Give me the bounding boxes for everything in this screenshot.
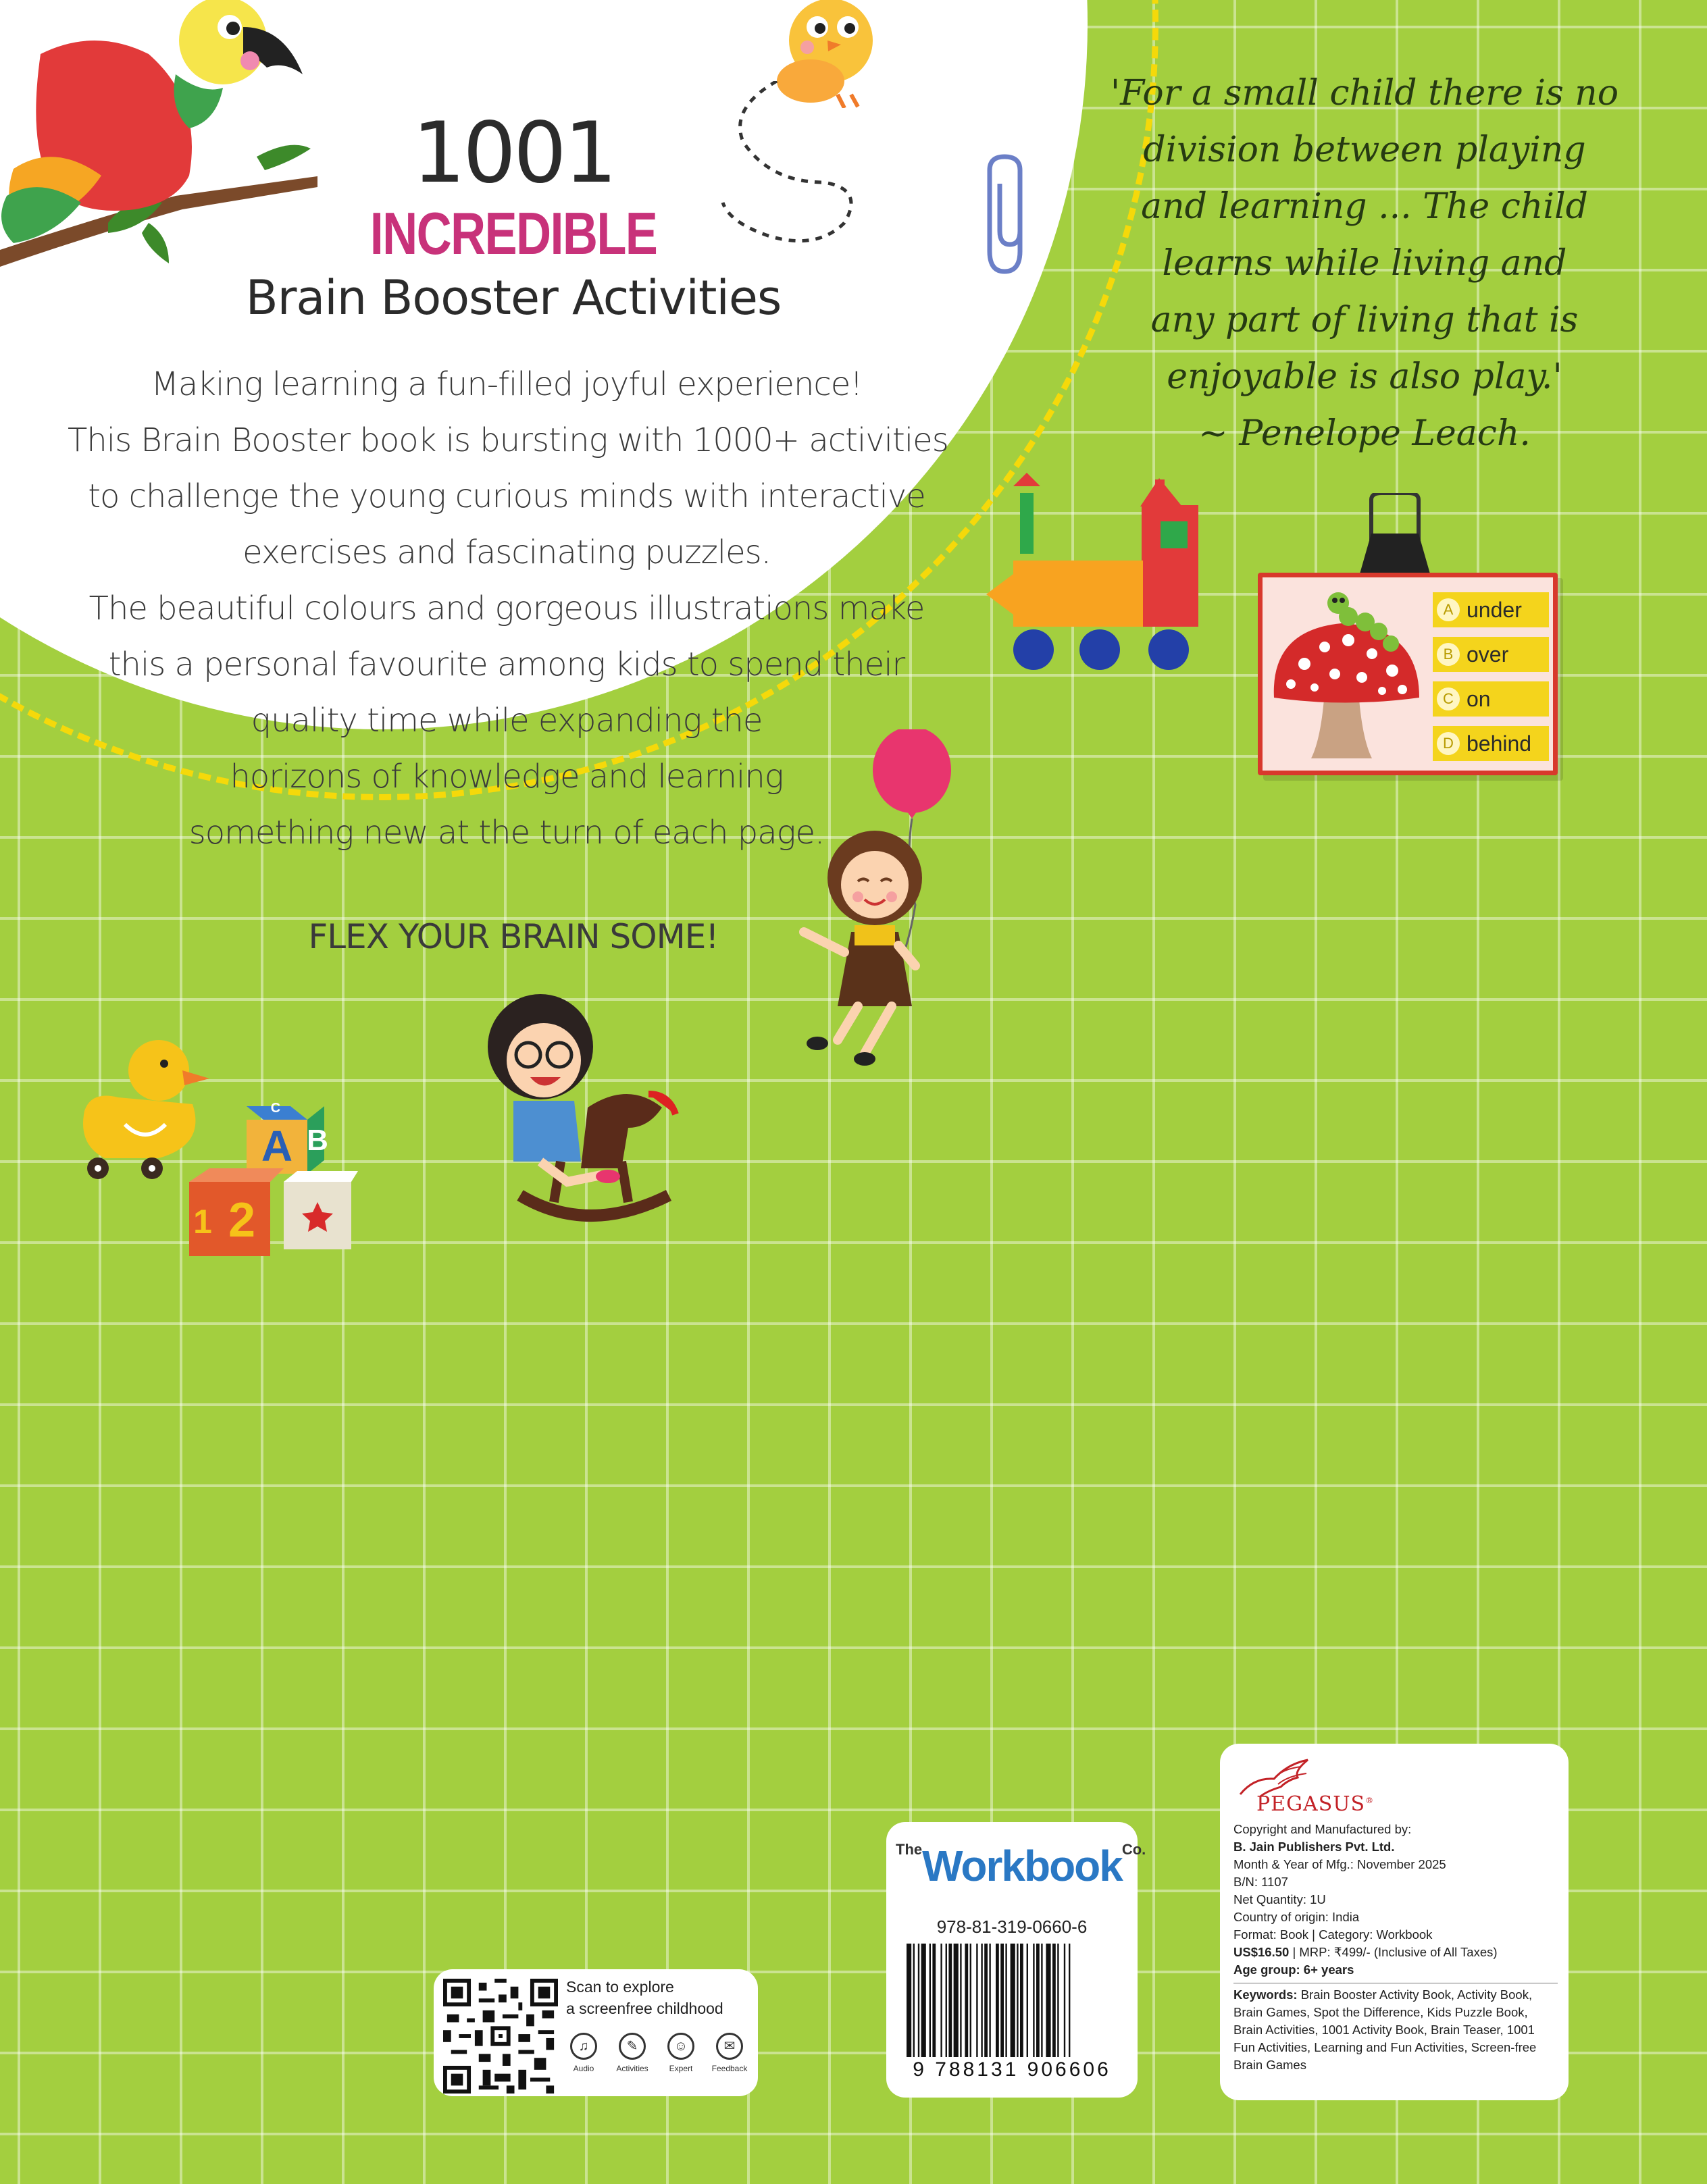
barcode-bar — [1064, 1944, 1065, 2057]
workbook-logo — [896, 1841, 1146, 1891]
blurb-line: horizons of knowledge and learning — [230, 758, 784, 796]
feedback-icon: ✉ — [716, 2033, 743, 2060]
barcode-bar — [1000, 1944, 1004, 2057]
quiz-option-d — [1433, 726, 1549, 761]
qr-label — [434, 1969, 758, 2096]
block-number-1: 1 — [193, 1203, 212, 1241]
quote — [1054, 65, 1675, 462]
barcode-digits: 9 788131 906606 — [913, 2058, 1111, 2081]
title-number: 1001 — [412, 105, 615, 202]
logo-the: The — [896, 1841, 923, 1858]
barcode-bar — [1011, 1944, 1015, 2057]
option-letter: C — [1437, 687, 1460, 710]
block-number-2: 2 — [228, 1193, 256, 1247]
barcode-bar — [960, 1944, 961, 2057]
barcode-bar — [1017, 1944, 1018, 2057]
feature-label: Audio — [573, 2064, 594, 2073]
feature-label: Expert — [669, 2064, 693, 2073]
mfg-date: Month & Year of Mfg.: November 2025 — [1233, 1857, 1446, 1871]
quote-author: ~ Penelope Leach. — [1198, 413, 1531, 454]
feature-expert — [661, 2033, 701, 2073]
option-letter: D — [1437, 732, 1460, 755]
keywords — [1233, 1986, 1558, 2074]
quiz-card — [1258, 573, 1558, 775]
expert-icon: ☺ — [667, 2033, 694, 2060]
binder-clip-icon — [1351, 493, 1439, 581]
logo-co: Co. — [1121, 1841, 1146, 1858]
barcode-bar — [948, 1944, 952, 2057]
barcode-bar — [918, 1944, 919, 2057]
barcode-bar — [976, 1944, 977, 2057]
pegasus-horse-icon — [1233, 1757, 1315, 1798]
girl-on-rocking-horse-icon — [486, 993, 682, 1249]
blurb-line: to challenge the young curious minds with interactive — [88, 477, 925, 515]
barcode-bar — [996, 1944, 999, 2057]
feature-label: Feedback — [711, 2064, 748, 2073]
title-incredible: INCREDIBLE — [370, 200, 657, 267]
barcode-bar — [1033, 1944, 1034, 2057]
price-inr: | MRP: ₹499/- (Inclusive of All Taxes) — [1292, 1945, 1498, 1959]
price-usd: US$16.50 — [1233, 1945, 1290, 1959]
isbn-label — [886, 1822, 1146, 2098]
barcode-bar — [984, 1944, 988, 2057]
keywords-label: Keywords: — [1233, 1987, 1298, 2002]
blurb-line: something new at the turn of each page. — [188, 814, 825, 852]
feature-audio — [563, 2033, 604, 2073]
option-text: behind — [1467, 731, 1532, 756]
mushroom-caterpillar-icon — [1271, 590, 1426, 765]
title-subtitle: Brain Booster Activities — [245, 270, 782, 326]
barcode-bar — [921, 1944, 926, 2057]
feature-label: Activities — [616, 2064, 648, 2073]
quote-line: 'For a small child there is no — [1110, 73, 1619, 113]
barcode-icon — [904, 1944, 1120, 2057]
quiz-option-c — [1433, 681, 1549, 717]
scan-line: Scan to explore — [566, 1978, 674, 1996]
block-letter-c: C — [270, 1101, 281, 1116]
parrot-icon — [0, 0, 317, 311]
quote-line: division between playing — [1143, 130, 1586, 170]
publisher-name: B. Jain Publishers Pvt. Ltd. — [1233, 1840, 1395, 1854]
option-letter: A — [1437, 598, 1460, 621]
tagline: FLEX YOUR BRAIN SOME! — [308, 917, 719, 956]
barcode-bar — [907, 1944, 911, 2057]
publisher-label — [1220, 1744, 1569, 2100]
feature-activities — [612, 2033, 653, 2073]
country-of-origin: Country of origin: India — [1233, 1910, 1360, 1924]
barcode-bar — [1020, 1944, 1023, 2057]
age-group: Age group: 6+ years — [1233, 1962, 1354, 1977]
format-category: Format: Book | Category: Workbook — [1233, 1927, 1433, 1942]
barcode-bar — [1005, 1944, 1007, 2057]
option-text: over — [1467, 642, 1509, 667]
price-line — [1233, 1944, 1558, 1961]
blurb-line: The beautiful colours and gorgeous illustrations make — [88, 590, 925, 627]
barcode-bar — [1046, 1944, 1050, 2057]
barcode-bar — [1041, 1944, 1042, 2057]
barcode-bar — [1036, 1944, 1040, 2057]
keywords-text: Brain Booster Activity Book, Activity Book, Brain Games, Spot the Difference, Kids Puzzle Book, Brain Activities, 1001 Activity Book, Brain Teaser, 1001 Fun Activities, Learning and Fun Activities, Screen-free Brain Games — [1233, 1987, 1537, 2072]
blurb-line: exercises and fascinating puzzles. — [243, 534, 771, 571]
batch-number: B/N: 1107 — [1233, 1875, 1288, 1889]
barcode-bar — [981, 1944, 982, 2057]
toy-train-icon — [986, 473, 1202, 675]
option-text: on — [1467, 687, 1491, 711]
block-letter-a: A — [261, 1122, 293, 1170]
scan-text — [566, 1976, 723, 2019]
barcode-bar — [965, 1944, 968, 2057]
quote-line: and learning ... The child — [1141, 186, 1588, 227]
activities-icon: ✎ — [619, 2033, 646, 2060]
headphones-icon: ♫ — [570, 2033, 597, 2060]
logo-main: Workbook — [922, 1842, 1122, 1890]
barcode-bar — [1027, 1944, 1028, 2057]
isbn-number: 978-81-319-0660-6 — [936, 1917, 1088, 1937]
barcode-bar — [1069, 1944, 1070, 2057]
abc-blocks — [189, 1101, 365, 1263]
quiz-option-a — [1433, 592, 1549, 627]
publisher-details — [1233, 1821, 1558, 2074]
barcode-bar — [989, 1944, 990, 2057]
barcode-bar — [940, 1944, 942, 2057]
net-quantity: Net Quantity: 1U — [1233, 1892, 1326, 1906]
brand-name: PEGASUS — [1256, 1792, 1366, 1816]
feature-feedback — [709, 2033, 750, 2073]
quiz-option-b — [1433, 637, 1549, 672]
paper-clip-icon — [983, 150, 1037, 278]
barcode-bar — [932, 1944, 936, 2057]
quote-line: any part of living that is — [1150, 300, 1579, 340]
girl-with-balloon-icon — [797, 729, 959, 1081]
barcode-bar — [946, 1944, 947, 2057]
block-letter-b: B — [307, 1124, 328, 1157]
flight-trail-icon — [716, 81, 865, 263]
barcode-bar — [1057, 1944, 1059, 2057]
copyright-line: Copyright and Manufactured by: — [1233, 1822, 1412, 1836]
publisher-brand: PEGASUS® — [1256, 1792, 1375, 1816]
barcode-bar — [929, 1944, 931, 2057]
blurb-line: Making learning a fun-filled joyful experience! — [151, 365, 863, 403]
blurb-line: quality time while expanding the — [251, 702, 763, 739]
blurb-line: this a personal favourite among kids to spend their — [108, 646, 905, 683]
option-letter: B — [1437, 643, 1460, 666]
barcode-bar — [954, 1944, 959, 2057]
scan-line: a screenfree childhood — [566, 2000, 723, 2017]
quote-line: enjoyable is also play.' — [1167, 357, 1562, 397]
barcode-bar — [970, 1944, 971, 2057]
barcode-bar — [1052, 1944, 1056, 2057]
option-text: under — [1467, 598, 1522, 622]
barcode-bar — [913, 1944, 915, 2057]
blurb-line: This Brain Booster book is bursting with 1000+ activities — [68, 421, 948, 459]
qr-code-icon[interactable] — [443, 1979, 558, 2094]
quote-line: learns while living and — [1162, 243, 1567, 284]
